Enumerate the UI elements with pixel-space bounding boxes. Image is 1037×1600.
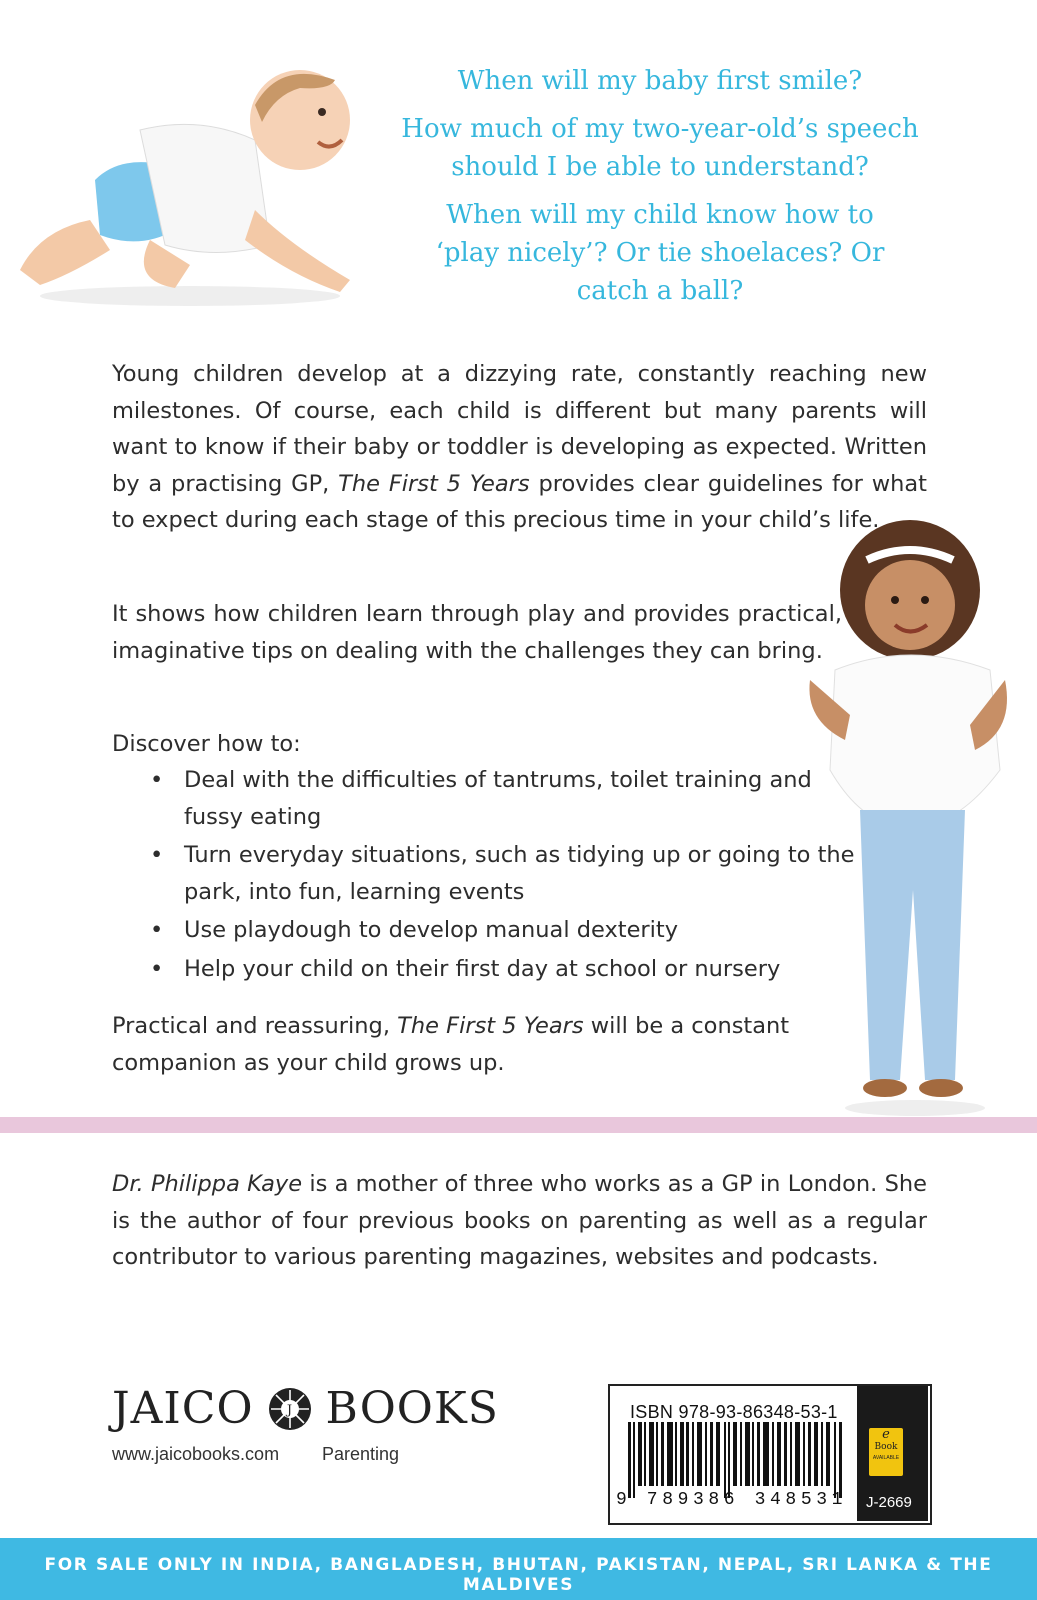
publisher-website: www.jaicobooks.com bbox=[112, 1444, 280, 1464]
bullet-icon: • bbox=[150, 917, 164, 943]
bullet-item bbox=[150, 912, 860, 949]
author-bio-text: is a mother of three who works as a GP in London. She is the author of four previous books on parenting as well as a regular contributor to various parenting magazines, websites and podcasts. bbox=[112, 1171, 927, 1270]
bullet-item bbox=[150, 762, 860, 835]
catalog-code: J-2669 bbox=[866, 1494, 912, 1511]
blurb-paragraph-2 bbox=[112, 596, 842, 669]
blurb-paragraph-1 bbox=[112, 356, 927, 539]
blurb-text: Young children develop at a dizzying rate, constantly reaching new milestones. Of course, each child is different but many parents will want to know if their baby or toddler is developing as expected. Written by a practising GP, bbox=[112, 361, 927, 497]
blurb-text: Practical and reassuring, bbox=[112, 1013, 398, 1039]
author-name: Dr. Philippa Kaye bbox=[112, 1171, 303, 1197]
publisher-name-left: JAICO bbox=[112, 1383, 254, 1434]
pink-divider bbox=[0, 1117, 1037, 1133]
ebook-badge-top: e bbox=[882, 1427, 890, 1442]
svg-text:J: J bbox=[286, 1402, 293, 1418]
question-2: How much of my two-year-old’s speech should I be able to understand? bbox=[401, 114, 919, 182]
publisher-name-right: BOOKS bbox=[325, 1383, 499, 1434]
bullet-item bbox=[150, 951, 860, 988]
ebook-badge-mid: Book bbox=[874, 1442, 898, 1452]
crawling-baby-image bbox=[0, 60, 380, 310]
bullet-list bbox=[150, 762, 860, 989]
question-3: When will my child know how to ‘play nicely’? Or tie shoelaces? Or catch a ball? bbox=[435, 200, 885, 306]
blurb-paragraph-3 bbox=[112, 1008, 882, 1081]
author-bio bbox=[112, 1166, 927, 1276]
bullet-icon: • bbox=[150, 955, 164, 982]
publisher-logo bbox=[112, 1383, 499, 1434]
discover-heading bbox=[112, 726, 872, 763]
question-1: When will my baby first smile? bbox=[457, 66, 863, 96]
bullet-text: Deal with the difficulties of tantrums, toilet training and fussy eating bbox=[184, 767, 812, 830]
bullet-text: Turn everyday situations, such as tidying up or going to the park, into fun, learning events bbox=[184, 842, 855, 905]
ebook-badge-bottom: AVAILABLE bbox=[872, 1455, 900, 1461]
barcode-icon bbox=[628, 1422, 848, 1498]
question-list bbox=[370, 62, 950, 320]
book-title-italic: The First 5 Years bbox=[397, 1013, 584, 1039]
bullet-icon: • bbox=[150, 767, 164, 793]
blurb-text: It shows how children learn through play and provides practical, imaginative tips on dealing with the challenges they can bring. bbox=[112, 601, 842, 664]
bullet-item bbox=[150, 837, 860, 910]
blurb-text: provides clear guidelines for what to expect during each stage of this precious time in your child’s life. bbox=[112, 470, 927, 533]
book-category: Parenting bbox=[322, 1444, 400, 1464]
bullet-text: Help your child on their first day at school or nursery bbox=[184, 955, 781, 982]
ebook-badge-icon bbox=[869, 1428, 903, 1476]
bullet-text: Use playdough to develop manual dexterity bbox=[184, 917, 679, 943]
blurb-text: will be a constant companion as your child grows up. bbox=[112, 1013, 790, 1076]
jaico-emblem-icon bbox=[268, 1387, 312, 1431]
discover-text: Discover how to: bbox=[112, 731, 301, 757]
sale-notice: FOR SALE ONLY IN INDIA, BANGLADESH, BHUTAN, PAKISTAN, NEPAL, SRI LANKA & THE MALDIVES bbox=[44, 1555, 993, 1595]
bullet-icon: • bbox=[150, 842, 164, 868]
isbn-label: ISBN 978-93-86348-53-1 bbox=[630, 1402, 838, 1422]
barcode-digits: 9 789386 348531 bbox=[616, 1490, 848, 1510]
book-title-italic: The First 5 Years bbox=[338, 470, 530, 497]
